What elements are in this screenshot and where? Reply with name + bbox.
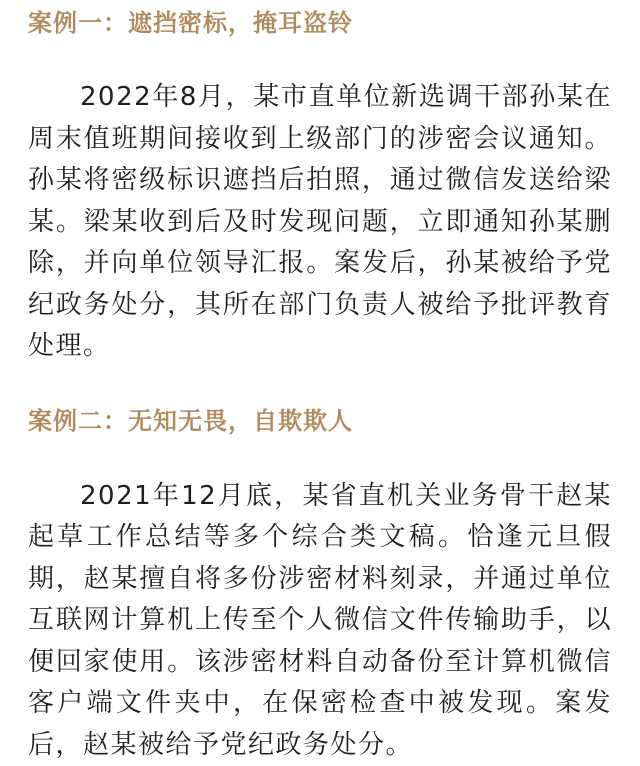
case-2-title: 案例二：无知无畏，自欺欺人 xyxy=(28,402,612,440)
case-1-title: 案例一：遮挡密标，掩耳盗铃 xyxy=(28,0,612,42)
case-2-body: 2021年12月底，某省直机关业务骨干赵某起草工作总结等多个综合类文稿。恰逢元旦假期，赵某擅自将多份涉密材料刻录，并通过单位互联网计算机上传至个人微信文件传输助手，以便回家使用。该涉密材料自动备份至计算机微信客户端文件夹中，在保密检查中被发现。案发后，赵某被给予党纪政务处分。 xyxy=(28,476,612,766)
case-1-body: 2022年8月，某市直单位新选调干部孙某在周末值班期间接收到上级部门的涉密会议通知。孙某将密级标识遮挡后拍照，通过微信发送给梁某。梁某收到后及时发现问题，立即通知孙某删除，并向单位领导汇报。案发后，孙某被给予党纪政务处分，其所在部门负责人被给予批评教育处理。 xyxy=(28,77,612,368)
